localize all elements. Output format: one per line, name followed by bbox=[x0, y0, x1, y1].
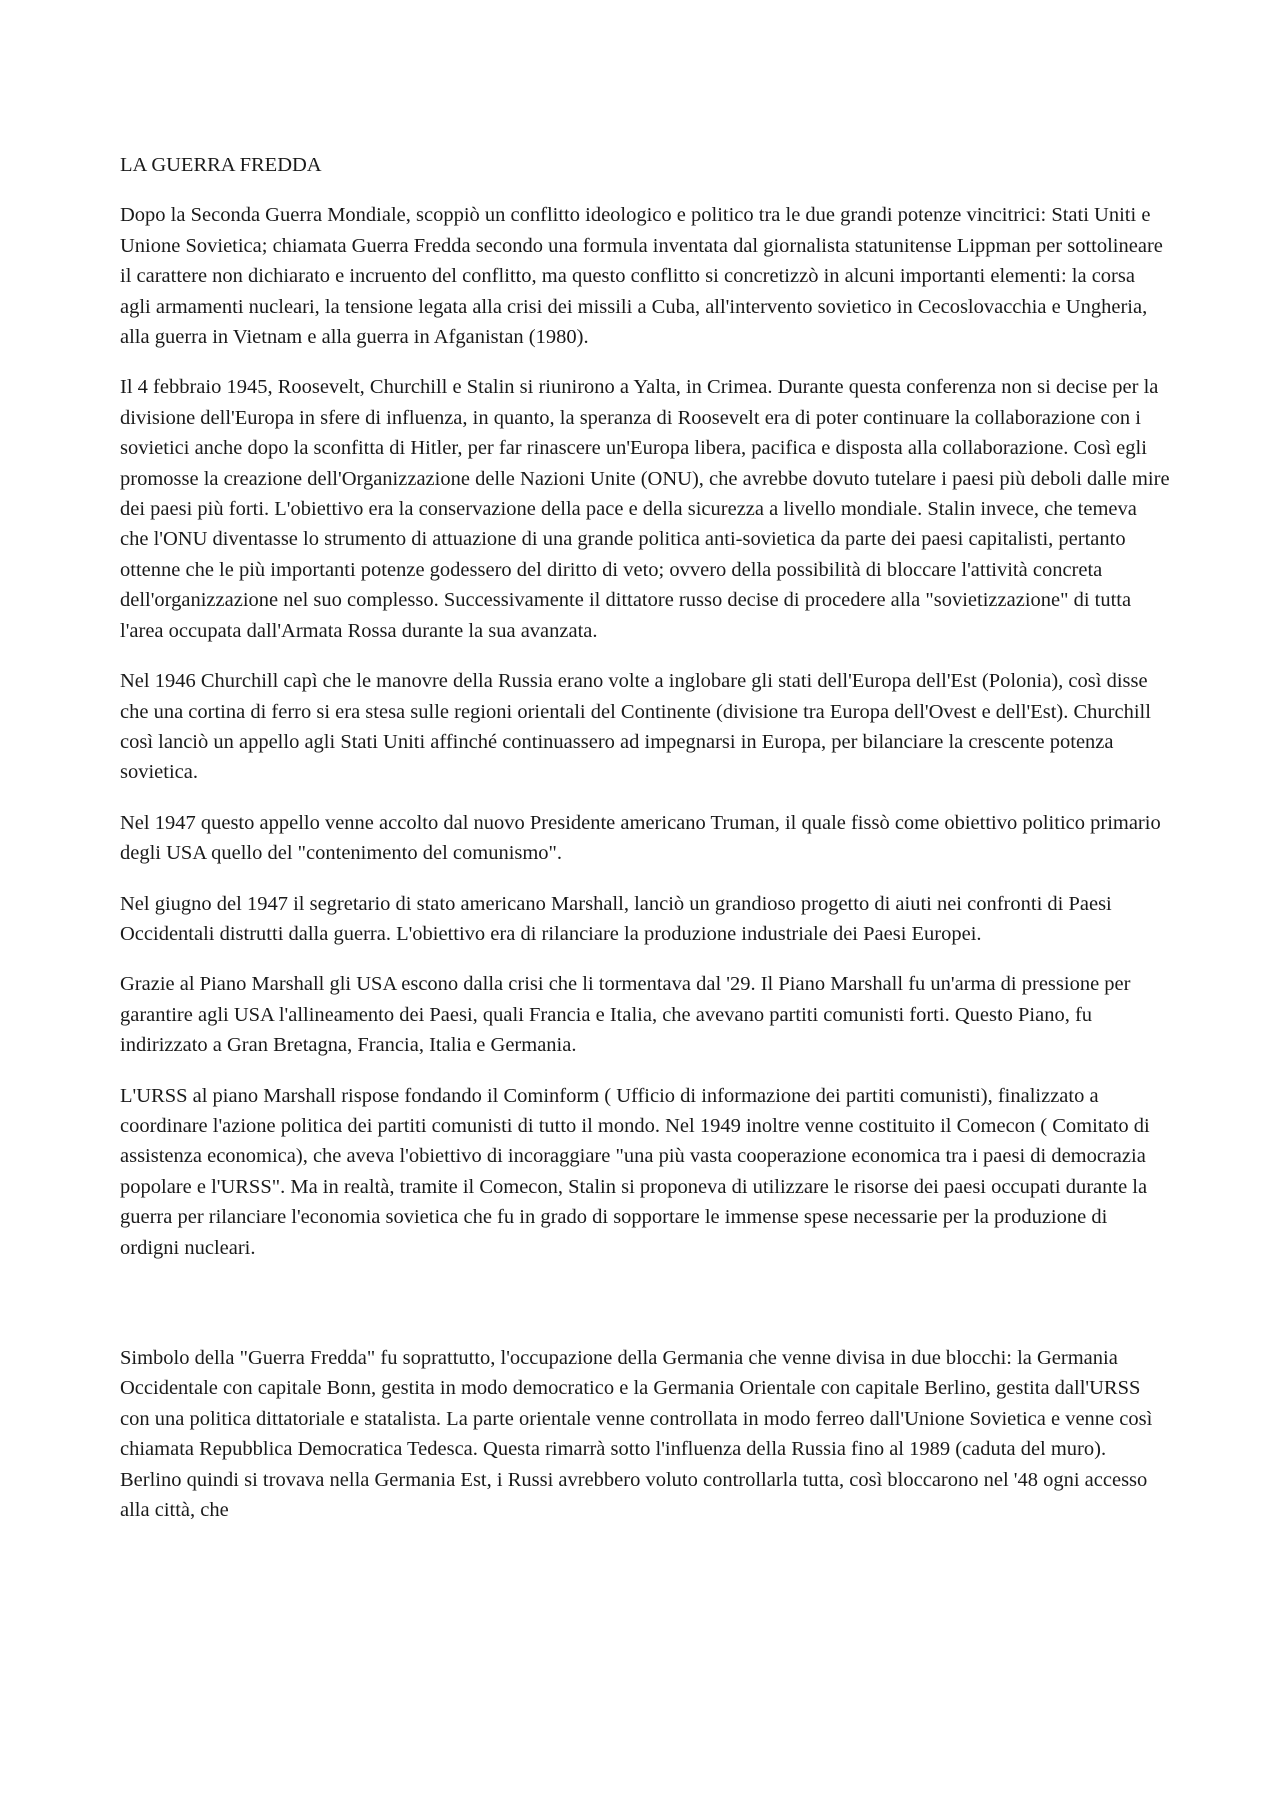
paragraph-truman-1947: Nel 1947 questo appello venne accolto dal nuovo Presidente americano Truman, il quale fissò come obiettivo politico primario degli USA quello del "contenimento del comunismo". bbox=[120, 811, 1161, 865]
paragraph-cominform-comecon: L'URSS al piano Marshall rispose fondando il Cominform ( Ufficio di informazione dei partiti comunisti), finalizzato a coordinare l'azione politica dei partiti comunisti di tutto il mondo. Nel 1949 inoltre venne costituito il Comecon ( Comitato di assistenza economica), che aveva l'obiettivo di incoraggiare "una più vasta cooperazione economica tra i paesi di democrazia popolare e l'URSS". Ma in realtà, tramite il Comecon, Stalin si proponeva di utilizzare le risorse dei paesi occupati durante la guerra per rilanciare l'economia sovietica che fu in grado di sopportare le immense spese necessarie per la produzione di ordigni nucleari. bbox=[120, 1084, 1150, 1259]
document-page bbox=[120, 150, 1170, 1545]
paragraph-churchill-1946: Nel 1946 Churchill capì che le manovre della Russia erano volte a inglobare gli stati dell'Europa dell'Est (Polonia), così disse che una cortina di ferro si era stesa sulle regioni orientali del Continente (divisione tra Europa dell'Ovest e dell'Est). Churchill così lanciò un appello agli Stati Uniti affinché continuassero ad impegnarsi in Europa, per bilanciare la crescente potenza sovietica. bbox=[120, 670, 1151, 784]
document-title: LA GUERRA FREDDA bbox=[120, 154, 322, 176]
paragraph-marshall-plan: Nel giugno del 1947 il segretario di stato americano Marshall, lanciò un grandioso progetto di aiuti nei confronti di Paesi Occidentali distrutti dalla guerra. L'obiettivo era di rilanciare la produzione industriale dei Paesi Europei. bbox=[120, 892, 1112, 945]
paragraph-yalta: Il 4 febbraio 1945, Roosevelt, Churchill e Stalin si riunirono a Yalta, in Crimea. Durante questa conferenza non si decise per la divisione dell'Europa in sfere di influenza, in quanto, la speranza di Roosevelt era di poter continuare la collaborazione con i sovietici anche dopo la sconfitta di Hitler, per far rinascere un'Europa libera, pacifica e disposta alla collaborazione. Così egli promosse la creazione dell'Organizzazione delle Nazioni Unite (ONU), che avrebbe dovuto tutelare i paesi più deboli dalle mire dei paesi più forti. L'obiettivo era la conservazione della pace e della sicurezza a livello mondiale. Stalin invece, che temeva che l'ONU diventasse lo strumento di attuazione di una grande politica anti-sovietica da parte dei paesi capitalisti, pertanto ottenne che le più importanti potenze godessero del diritto di veto; ovvero della possibilità di bloccare l'attività concreta dell'organizzazione nel suo complesso. Successivamente il dittatore russo decise di procedere alla "sovietizzazione" di tutta l'area occupata dall'Armata Rossa durante la sua avanzata. bbox=[120, 376, 1170, 642]
paragraph-marshall-effects: Grazie al Piano Marshall gli USA escono dalla crisi che li tormentava dal '29. Il Piano Marshall fu un'arma di pressione per garantire agli USA l'allineamento dei Paesi, quali Francia e Italia, che avevano partiti comunisti forti. Questo Piano, fu indirizzato a Gran Bretagna, Francia, Italia e Germania. bbox=[120, 973, 1131, 1057]
paragraph-germany-division: Simbolo della "Guerra Fredda" fu soprattutto, l'occupazione della Germania che venne divisa in due blocchi: la Germania Occidentale con capitale Bonn, gestita in modo democratico e la Germania Orientale con capitale Berlino, gestita dall'URSS con una politica dittatoriale e statalista. La parte orientale venne controllata in modo ferreo dall'Unione Sovietica e venne così chiamata Repubblica Democratica Tedesca. Questa rimarrà sotto l'influenza della Russia fino al 1989 (caduta del muro). Berlino quindi si trovava nella Germania Est, i Russi avrebbero voluto controllarla tutta, così bloccarono nel '48 ogni accesso alla città, che bbox=[120, 1347, 1153, 1522]
paragraph-intro: Dopo la Seconda Guerra Mondiale, scoppiò un conflitto ideologico e politico tra le due grandi potenze vincitrici: Stati Uniti e Unione Sovietica; chiamata Guerra Fredda secondo una formula inventata dal giornalista statunitense Lippman per sottolineare il carattere non dichiarato e incruento del conflitto, ma questo conflitto si concretizzò in alcuni importanti elementi: la corsa agli armamenti nucleari, la tensione legata alla crisi dei missili a Cuba, all'intervento sovietico in Cecoslovacchia e Ungheria, alla guerra in Vietnam e alla guerra in Afganistan (1980). bbox=[120, 204, 1163, 349]
